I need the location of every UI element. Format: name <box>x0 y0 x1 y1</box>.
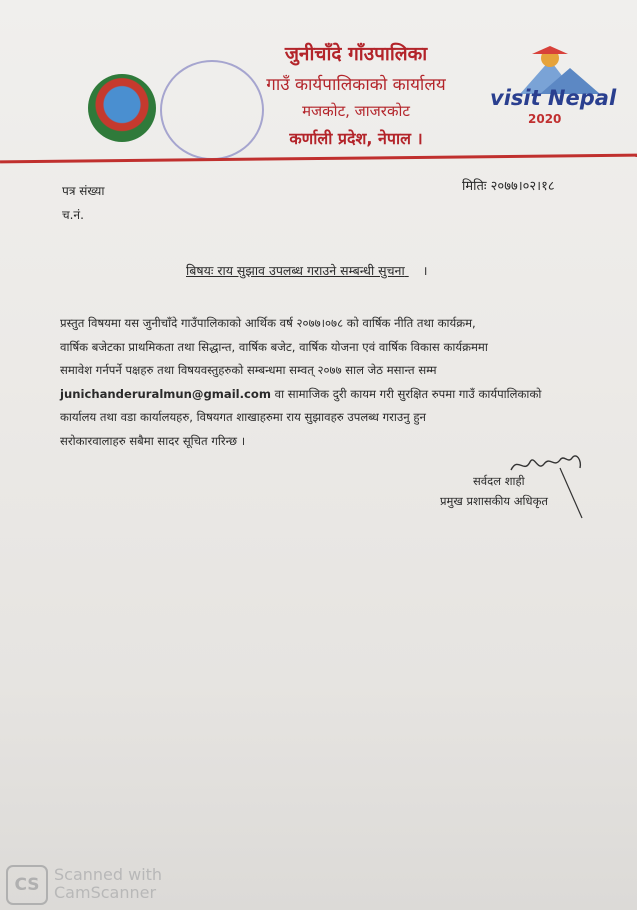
dispatch-number-label: च.नं. <box>62 208 84 222</box>
contact-email: junichanderuralmun@gmail.com <box>60 386 271 401</box>
subject-danda: । <box>422 263 428 278</box>
letterhead <box>246 40 466 149</box>
visit-nepal-year: 2020 <box>528 112 562 126</box>
office-name: गाउँ कार्यपालिकाको कार्यालय <box>266 75 446 95</box>
body-line: वार्षिक बजेटका प्राथमिकता तथा सिद्धान्त, वार्षिक बजेट, वार्षिक योजना एवं वार्षिक विकास कार्यक्रममा <box>60 339 488 354</box>
body-line: कार्यालय तथा वडा कार्यालयहरु, विषयगत शाखाहरुमा राय सुझावहरु उपलब्ध गराउनु हुन <box>60 410 426 424</box>
province-country: कर्णाली प्रदेश, नेपाल । <box>289 129 423 148</box>
signer-title: प्रमुख प्रशासकीय अधिकृत <box>440 494 548 508</box>
body-line: प्रस्तुत विषयमा यस जुनीचाँदे गाउँपालिकाको आर्थिक वर्ष २०७७।०७८ को वार्षिक नीति तथा कार्यक्रम, <box>60 316 476 330</box>
signer-name: सर्वदल शाही <box>473 474 525 488</box>
watermark-line2: CamScanner <box>54 883 157 902</box>
letter-date: मितिः २०७७।०२।१८ <box>462 179 555 194</box>
torn-paper-fragment <box>59 0 261 44</box>
letter-body <box>60 312 610 453</box>
body-line: सरोकारवालाहरु सबैमा सादर सूचित गरिन्छ । <box>60 433 246 448</box>
subject-line <box>186 262 427 279</box>
nepal-emblem-logo <box>88 74 156 142</box>
watermark-line1: Scanned with <box>54 865 163 884</box>
body-line: समावेश गर्नपर्ने पक्षहरु तथा विषयवस्तुहरुको सम्बन्धमा सम्वत् २०७७ साल जेठ मसान्त सम्म <box>60 363 437 377</box>
signature-stroke <box>556 464 586 522</box>
body-line-text: वा सामाजिक दुरी कायम गरी सुरक्षित रुपमा गाउँ कार्यपालिकाको <box>270 386 542 401</box>
camscanner-logo: CS <box>6 865 48 905</box>
subject-text: बिषयः राय सुझाव उपलब्ध गराउने सम्बन्धी सुचना <box>186 263 405 278</box>
body-line <box>60 383 610 407</box>
visit-nepal-text: visit Nepal <box>490 86 617 110</box>
office-location: मजकोट, जाजरकोट <box>302 102 410 120</box>
visit-nepal-logo <box>490 46 620 126</box>
letter-number-label: पत्र संख्या <box>62 184 105 198</box>
municipality-name: जुनीचाँदे गाँउपालिका <box>284 43 428 65</box>
camscanner-watermark <box>54 866 162 902</box>
header-divider <box>0 154 637 164</box>
